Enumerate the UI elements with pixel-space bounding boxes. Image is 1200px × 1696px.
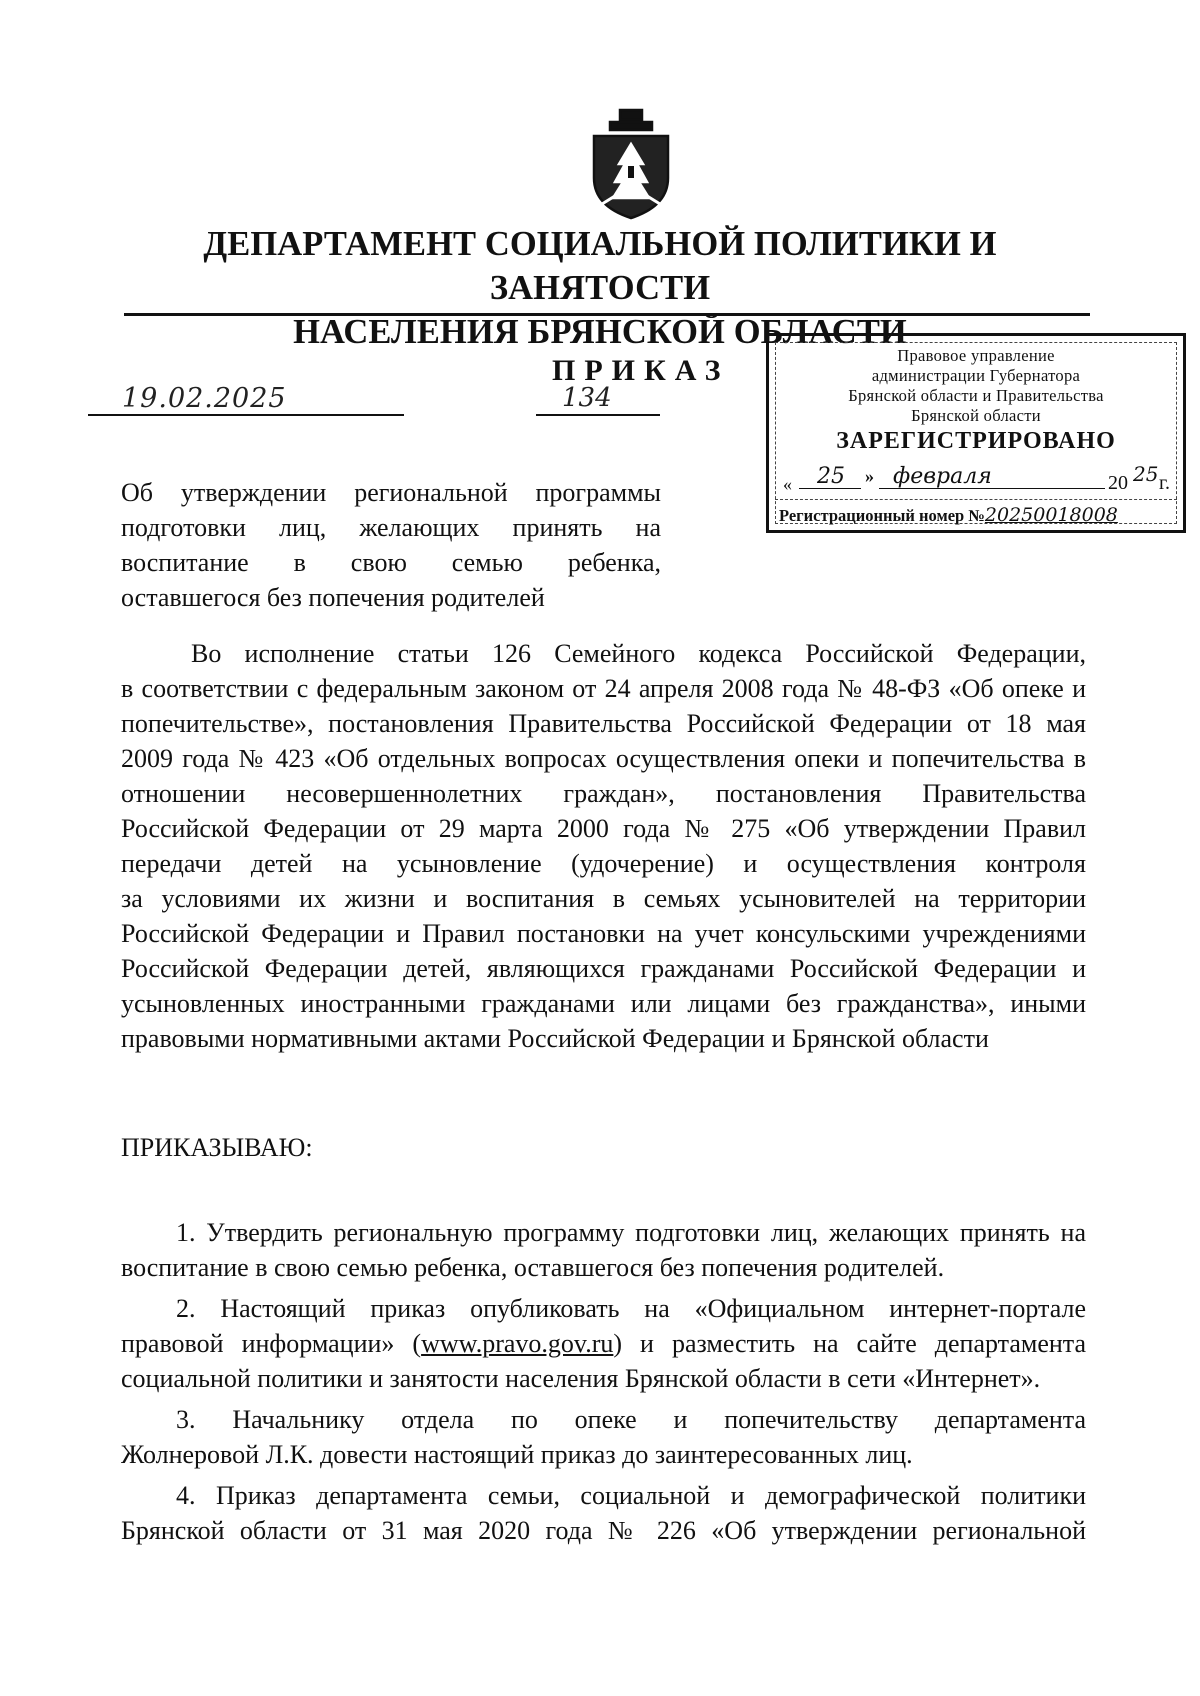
item-4-line-2: Брянской области от 31 мая 2020 года № 226 «Об утверждении региональной bbox=[121, 1516, 1086, 1545]
header-line-2: НАСЕЛЕНИЯ БРЯНСКОЙ ОБЛАСТИ bbox=[293, 313, 907, 351]
preamble-line: в соответствии с федеральным законом от 24 апреля 2008 года № 48-ФЗ «Об опеке и bbox=[121, 674, 1086, 703]
preamble-line: попечительстве», постановления Правительства Российской Федерации от 18 мая bbox=[121, 709, 1086, 738]
stamp-year-prefix: 20 bbox=[1108, 472, 1128, 494]
number-underline bbox=[536, 414, 660, 416]
item-3-line-2: Жолнеровой Л.К. довести настоящий приказ до заинтересованных лиц. bbox=[121, 1440, 913, 1469]
stamp-registered-label: ЗАРЕГИСТРИРОВАНО bbox=[836, 428, 1116, 454]
stamp-year-g: г. bbox=[1159, 472, 1170, 494]
stamp-date bbox=[783, 464, 1173, 492]
item-2-line-1: 2. Настоящий приказ опубликовать на «Официальном интернет-портале bbox=[176, 1294, 1086, 1323]
preamble-line: 2009 года № 423 «Об отдельных вопросах осуществления опеки и попечительства в bbox=[121, 744, 1086, 773]
registration-stamp bbox=[766, 333, 1186, 533]
item-3-line-1: 3. Начальнику отдела по опеке и попечительству департамента bbox=[176, 1405, 1086, 1434]
header-line-1: ДЕПАРТАМЕНТ СОЦИАЛЬНОЙ ПОЛИТИКИ И ЗАНЯТОСТИ bbox=[203, 225, 997, 307]
order-items bbox=[121, 1215, 1086, 1548]
preamble-line: правовыми нормативными актами Российской Федерации и Брянской области bbox=[121, 1024, 989, 1053]
item-2-line-2 bbox=[121, 1326, 1086, 1361]
stamp-line-3: Брянской области и Правительства bbox=[848, 386, 1104, 405]
item-4-line-1: 4. Приказ департамента семьи, социальной и демографической политики bbox=[176, 1481, 1086, 1510]
subject-line: подготовки лиц, желающих принять на bbox=[121, 513, 661, 542]
stamp-day-underline bbox=[799, 488, 861, 489]
order-title: ПРИКАЗ bbox=[552, 354, 730, 387]
stamp-close-quote: » bbox=[865, 466, 874, 486]
regnum-label: Регистрационный номер № bbox=[779, 506, 985, 525]
date-underline bbox=[88, 414, 404, 416]
preamble-line: Российской Федерации детей, являющихся гражданами Российской Федерации и bbox=[121, 954, 1086, 983]
preamble-line: Российской Федерации и Правил постановки на учет консульскими учреждениями bbox=[121, 919, 1086, 948]
preamble-line: Во исполнение статьи 126 Семейного кодекса Российской Федерации, bbox=[191, 639, 1086, 668]
preamble-paragraph bbox=[121, 636, 1086, 1056]
item-2-text-post: ) и разместить на сайте департамента bbox=[613, 1329, 1086, 1358]
preamble-line: за условиями их жизни и воспитания в семьях усыновителей на территории bbox=[121, 884, 1086, 913]
stamp-year-handwritten: 25 bbox=[1133, 462, 1159, 486]
preamble-line: Российской Федерации от 29 марта 2000 года № 275 «Об утверждении Правил bbox=[121, 814, 1086, 843]
stamp-line-4: Брянской области bbox=[911, 406, 1041, 425]
subject-line: оставшегося без попечения родителей bbox=[121, 583, 545, 612]
stamp-open-quote: « bbox=[783, 474, 792, 494]
order-number-handwritten: 134 bbox=[562, 383, 612, 413]
item-1-line-1: 1. Утвердить региональную программу подготовки лиц, желающих принять на bbox=[176, 1218, 1086, 1247]
stamp-registration-number bbox=[779, 504, 1118, 526]
stamp-day-handwritten: 25 bbox=[817, 464, 845, 489]
order-directive-word: ПРИКАЗЫВАЮ: bbox=[121, 1133, 313, 1162]
regnum-value-handwritten: 20250018008 bbox=[984, 504, 1118, 526]
order-date-handwritten: 19.02.2025 bbox=[122, 383, 287, 414]
stamp-divider bbox=[775, 499, 1177, 500]
subject-line: воспитание в свою семью ребенка, bbox=[121, 548, 661, 577]
stamp-line-1: Правовое управление bbox=[897, 346, 1055, 365]
order-subject bbox=[121, 475, 661, 615]
stamp-month-handwritten: февраля bbox=[893, 464, 992, 489]
coat-of-arms-emblem bbox=[586, 108, 676, 220]
pravo-gov-link[interactable]: www.pravo.gov.ru bbox=[421, 1329, 614, 1358]
stamp-month-underline bbox=[879, 488, 1105, 489]
item-2-text-pre: правовой информации» ( bbox=[121, 1329, 422, 1358]
preamble-line: отношении несовершеннолетних граждан», постановления Правительства bbox=[121, 779, 1086, 808]
header-divider bbox=[124, 313, 1090, 316]
preamble-line: усыновленных иностранными гражданами или лицами без гражданства», иными bbox=[121, 989, 1086, 1018]
preamble-line: передачи детей на усыновление (удочерение) и осуществления контроля bbox=[121, 849, 1086, 878]
item-2-line-3: социальной политики и занятости населения Брянской области в сети «Интернет». bbox=[121, 1364, 1041, 1393]
subject-line: Об утверждении региональной программы bbox=[121, 478, 661, 507]
stamp-line-2: администрации Губернатора bbox=[871, 366, 1081, 385]
item-1-line-2: воспитание в свою семью ребенка, оставшегося без попечения родителей. bbox=[121, 1253, 945, 1282]
